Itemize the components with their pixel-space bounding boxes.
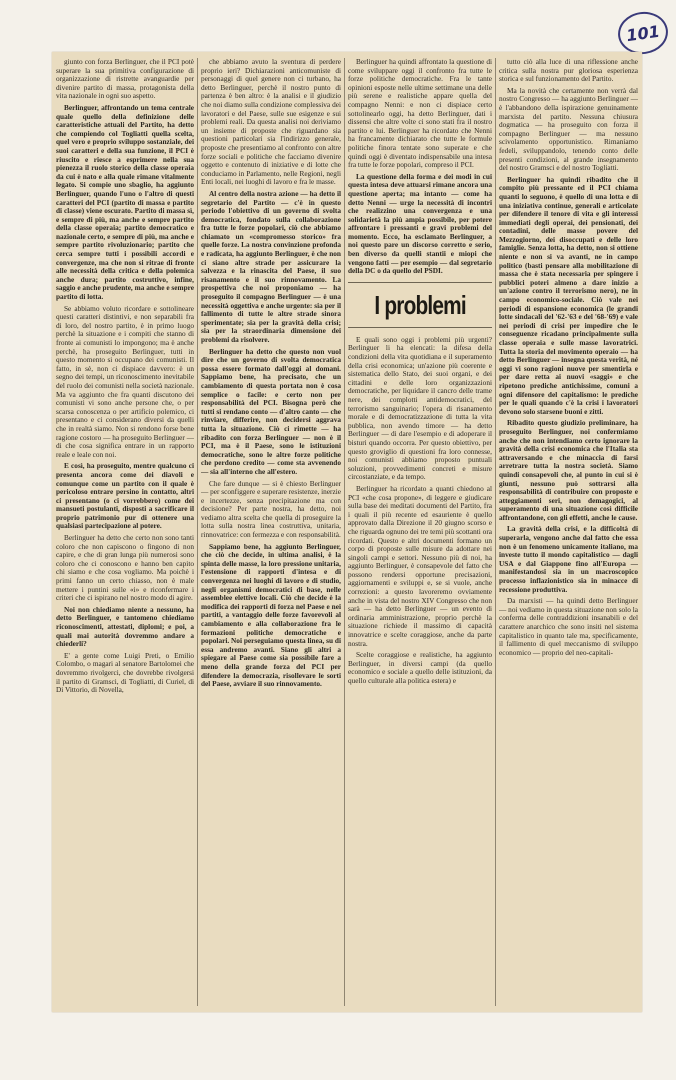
paragraph: Ribadito questo giudizio preliminare, ha proseguito Berlinguer, noi confermiamo anche che non intendiamo certo ignorare la gravità della crisi economica che l'Italia sta attraversando e che minaccia di farsi arretrare tutta la nostra società. Siamo quindi consapevoli che, al punto in cui si è giunti, nessuno può sottrarsi alla responsabilità di contribuire con proposte e atteggiamenti seri, non demagogici, al superamento di una situazione così difficile affrontandone, con gli effetti, anche le cause.: [499, 418, 638, 522]
page-number-stamp: 101: [615, 9, 670, 58]
paragraph: La questione della forma e dei modi in cui questa intesa deve attuarsi rimane ancora una questione aperta; ma intanto — come ha detto Nenni — urge la necessità di incontri che realizzino una convergenza e una solidarietà la più ampia possibile, per potere affrontare i pressanti e gravi problemi del momento. Ecco, ha esclamato Berlinguer, a noi questo pare un discorso corretto e serio, ben diverso da quelli stantii e miopi che vengono fatti — per esempio — dal segretario della DC o da quello del PSDI.: [348, 171, 492, 276]
paragraph: E quali sono oggi i problemi più urgenti? Berlinguer li ha elencati: la difesa della condizioni della vita quotidiana e il superamento della crisi economica; un'azione più coerente e sistematica dello Stato, dei suoi organi, e dei cittadini e delle loro organizzazioni democratiche, per liquidare il cancro delle trame nere, dei complotti antidemocratici, del terrorismo sanguinario; l'opera di risanamento morale e di democratizzazione di tutta la vita pubblica, non avendo timore — ha detto Berlinguer — di dare l'esempio e di adoperare il bisturi quando occorra. Per questo obiettivo, per questo groviglio di questioni fra loro connesse, noi comunisti abbiamo proposto puntuali soluzioni, provvedimenti concreti e misure circostanziate, e da tempo.: [348, 334, 492, 482]
headline: I problemi: [374, 289, 466, 320]
paragraph: Berlinguer ha detto che questo non vuol dire che un governo di svolta democratica possa essere formato dall'oggi al domani. Sappiamo bene, ha precisato, che un cambiamento di questa portata non è cosa semplice o facile: e certo non per responsabilità del PCI. Bisogna però che tutti si rendano conto — d'altro canto — che rinviare, differire, non decidersi aggrava tutta la situazione. Ciò ci rimette — ha ribadito con forza Berlinguer — non è il PCI, ma è il Paese, sono le istituzioni democratiche, sono le altre forze politiche che perdono credito — come sta avvenendo — sia all'interno che all'estero.: [201, 346, 341, 476]
column-3-bottom: [348, 336, 492, 686]
paragraph: tutto ciò alla luce di una riflessione anche critica sulla nostra pur gloriosa esperienza storica e sul funzionamento del Partito.: [499, 58, 638, 84]
text-column-3: [348, 58, 492, 1006]
newspaper-clipping: [52, 52, 642, 1012]
paragraph: Ma la novità che certamente non verrà dal nostro Congresso — ha aggiunto Berlinguer — è l'abbandono della ispirazione genuinamente marxista del partito. Nessuna chiusura dogmatica — ha proseguito con forza il compagno Berlinguer — ma nessuno scivolamento opportunistico. Rimaniamo fedeli, sviluppandolo, tenendo conto delle presenti condizioni, al grande insegnamento del nostro Gramsci e del nostro Togliatti.: [499, 85, 638, 173]
column-divider: [197, 58, 198, 1006]
column-divider: [344, 58, 345, 1006]
paragraph: Scelte coraggiose e realistiche, ha aggiunto Berlinguer, in diversi campi (da quello economico e sociale a quello delle istituzioni, da quello culturale alla politica estera) e: [348, 650, 492, 685]
paragraph: Berlinguer, affrontando un tema centrale quale quello della definizione delle caratteristiche attuali del Partito, ha detto che compiendo col Togliatti quella scelta, quel vero e proprio sviluppo sostanziale, dei suoi caratteri e della sua funzione, il PCI è riuscito e riesce a esprimere nella sua pienezza il ruolo storico della classe operaia da cui è nato e alla quale rimane vitalmente legato. Si compie uno sbaglio, ha aggiunto Berlinguer, quando l'uno o l'altro di questi caratteri del PCI (partito di massa e partito di classe) viene oscurato. Partito di massa sì, e sempre di più, ma anche e sempre partito della classe operaia; partito democratico e nazionale certo, e sempre di più, ma anche e sempre partito rivoluzionario; partito che cerca sempre tutti i possibili accordi e convergenze, ma che non si ritrae di fronte alle necessità della critica e della polemica anche dura; partito costruttivo, infine, saggio e anche prudente, ma anche e sempre partito di lotta.: [56, 102, 194, 302]
paragraph: giunto con forza Berlinguer, che il PCI potè superare la sua primitiva configurazione di organizzazione di ristrette avanguardie per divenire partito di massa, protagonista della vita nazionale in ogni suo aspetto.: [56, 58, 194, 101]
paragraph: Berlinguer ha detto che certo non sono tanti coloro che non capiscono o fingono di non capire, e che di gran lunga più numerosi sono coloro che ci conoscono e hanno ben capito chi siamo e che cosa vogliamo. Ma poichè i primi fanno un certo chiasso, non è male mettere i puntini sulle «i» e riconfermare i criteri che ci ispirano nel nostro modo di agire.: [56, 533, 194, 603]
paragraph: Noi non chiediamo niente a nessuno, ha detto Berlinguer, e tantomeno chiediamo riconoscimenti, attestati, diplomi; e poi, a quali mai autorità dovremmo andare a chiederli?: [56, 604, 194, 649]
paragraph: Sappiamo bene, ha aggiunto Berlinguer, che ciò che decide, in ultima analisi, è la spinta delle masse, la loro pressione unitaria, l'estensione di rapporti d'intesa e di convergenza nei luoghi di lavoro e di studio, negli organismi democratici di base, nelle assemblee elettive locali. Ciò che decide è la modifica dei rapporti di forza nel Paese e nei partiti, a vantaggio delle forze favorevoli al cambiamento e alla collaborazione fra le formazioni politiche democratiche e popolari. Noi perseguiamo questa linea, su di essa andremo avanti. Siano gli altri a spiegare al Paese come sia possibile fare a meno della grande forza del PCI per difendere la democrazia, risollevare le sorti del Paese, avviare il suo rinnovamento.: [201, 541, 341, 689]
paragraph: Da marxisti — ha quindi detto Berlinguer — noi vediamo in questa situazione non solo la conferma delle contraddizioni insanabili e del carattere anarchico che sono insiti nel sistema capitalistico in quanto tale ma, specificamente, il fallimento di quel meccanismo di sviluppo economico — proprio del neo-capitali-: [499, 596, 638, 657]
paragraph: Se abbiamo voluto ricordare e sottolineare questi caratteri distintivi, e non separabili fra di loro, del nostro partito, è in primo luogo perchè la situazione e i compiti che stanno di fronte ai comunisti lo impongono; ma è anche perchè, ha proseguito Berlinguer, tutti in questo momento si occupano dei comunisti. Il fatto, in sè, non ci dispiace davvero: è un segno dei tempi, un riconoscimento inevitabile del ruolo dei comunisti nella società nazionale. Ma va aggiunto che fra quanti discutono dei comunisti vi sono anche persone che, o per scarsa conoscenza o per artificio polemico, ci presentano e ci considerano diversi da quelli che in realtà siamo. Non si rendono forse bene ragione costoro — ha proseguito Berlinguer — di che cosa significa entrare in un rapporto reale e leale con noi.: [56, 303, 194, 459]
text-column-1: [56, 58, 194, 1006]
paragraph: La gravità della crisi, e la difficoltà di superarla, vengono anche dal fatto che essa non è un fenomeno unicamente italiano, ma investe tutto il mondo capitalistico — dagli USA e dal Giappone fino all'Europa — manifestandosi sia in un macroscopico processo inflazionistico sia in minacce di recessione produttiva.: [499, 524, 638, 594]
paragraph: che abbiamo avuto la sventura di perdere proprio ieri? Dichiarazioni anticomuniste di personaggi di quel genere non ci turbano, ha detto Berlinguer, perchè il nostro punto di partenza è ben altro: è la analisi e il giudizio che noi diamo sulla condizione complessiva dei lavoratori e del Paese, sulle sue esigenze e sui problemi reali. Da questa analisi noi deriviamo un insieme di proposte che riguardano sia questioni particolari sia l'indirizzo generale, proposte che presentiamo al confronto con altre forze sociali e politiche che facciamo divenire oggetto e contenuto di iniziative e di lotte che conduciamo in Parlamento, nelle Regioni, negli Enti locali, nei luoghi di lavoro e fra le masse.: [201, 58, 341, 187]
paragraph: Che fare dunque — si è chiesto Berlinguer — per sconfiggere e superare resistenze, inerzie e incertezze, senza precipitazione ma con decisione? Per parte nostra, ha detto, noi vediamo altra scelta che quella di proseguire la lotta sulla nostra linea costruttiva, unitaria, rinnovatrice: con fermezza e con responsabilità.: [201, 478, 341, 540]
headline-box: [348, 282, 492, 328]
text-column-2: [201, 58, 341, 1006]
text-column-4: [499, 58, 638, 1006]
paragraph: Berlinguer ha quindi ribadito che il compito più pressante ed il PCI chiama quanti lo seguono, è quello di una lotta e di una iniziativa continue, generali e articolate per difendere il tenore di vita e gli interessi immediati degli operai, dei pensionati, dei contadini, delle masse povere del Mezzogiorno, dei disoccupati e delle loro famiglie. Senza lotta, ha detto, non si ottiene niente e non si va avanti, ne in campo politico (basti pensare alla mobilitazione di massa che è stata necessaria per spingere i pubblici poteri almeno a dare inizio a un'azione contro il terrorismo nero), ne in campo economico-sociale. Ciò vale nei periodi di espansione economica (le grandi lotte sindacali del '62-'63 e del '68-'69) e vale nei periodi di crisi per impedire che le conseguenze ricadano principalmente sulla classe operaia e sulle masse lavoratrici. Tutta la storia del movimento operaio — ha detto Berlinguer — insegna questa verità, né oggi vi sono ragioni nuove per smentirla e per dare retta ai nuovi «saggi» e che ripetono prediche antichissime, comuni a ogni difensore del capitalismo: le prediche per le quali quando c'è la crisi i lavoratori devono solo starsene buoni e zitti.: [499, 174, 638, 416]
paragraph: Berlinguer ha quindi affrontato la questione di come sviluppare oggi il confronto fra tutte le forze politiche democratiche. Fra le tante opinioni esposte nelle ultime settimane una delle più serene e realistiche appare quella del compagno Nenni: e non ci dispiace certo sottolinearlo oggi, ha detto Berlinguer, dati i dissensi che altre volte ci sono stati fra il nostro partito e lui. Berlinguer ha ricordato che Nenni ha francamente dichiarato che tutte le formule politiche finora tentate sono superate e che quindi oggi è diventato indispensabile una intesa fra tutte le forze popolari, compreso il PCI.: [348, 58, 492, 170]
paragraph: Berlinguer ha ricordato a quanti chiedono al PCI «che cosa propone», di leggere e giudicare sulla base dei meditati documenti del Partito, fra i quali il più recente ed esauriente è quello approvato dalla Direzione il 20 giugno scorso e che riguarda ognuno dei tre temi più scottanti ora ricordati. Questo e altri documenti formano un corpo di proposte sulle misure da adottare nei singoli campi e settori. Nessuno più di noi, ha aggiunto Berlinguer, è consapevole del fatto che possono rendersi opportune precisazioni, aggiornamenti e sviluppi e, se si vuole, anche correzioni: a questo lavoreremo ovviamente anche in vista del nostro XIV Congresso che non sarà — ha detto Berlinguer — un evento di ordinaria amministrazione, proprio perchè la situazione richiede il massimo di capacità innovatrice e scelte coraggiose, anche da parte nostra.: [348, 483, 492, 648]
paragraph: Al centro della nostra azione — ha detto il segretario del Partito — c'è in questo periodo l'obiettivo di un governo di svolta democratica, fondato sulla collaborazione fra tutte le forze popolari, ciò che abbiamo chiamato un «compromesso storico» fra quelle forze. La nostra convinzione profonda e radicata, ha aggiunto Berlinguer, è che non ci siano altre strade per assicurare la salvezza e la rinascita del Paese, il suo risanamento e il suo rinnovamento. La prospettiva che noi proponiamo — ha proseguito il compagno Berlinguer — è una necessità oggettiva e anche urgente: sia per il fallimento di tutte le altre strade sinora sperimentate; sia per la gravità della crisi; sia per la straordinaria dimensione dei problemi da risolvere.: [201, 188, 341, 344]
paragraph: E' a gente come Luigi Preti, o Emilio Colombo, o magari al senatore Bartolomei che dovremmo rivolgerci, che dovrebbe rivolgersi il partito di Gramsci, di Togliatti, di Curiel, di Di Vittorio, di Novella,: [56, 650, 194, 695]
column-divider: [495, 58, 496, 1006]
column-3-top: [348, 58, 492, 276]
paragraph: E così, ha proseguito, mentre qualcuno ci presenta ancora come dei diavoli e comunque come un partito con il quale è pericoloso entrare persino in contatto, altri ci presentano (o ci vorrebbero) come dei mansueti postulanti, disposti a sacrificare il proprio patrimonio pur di ottenere una qualsiasi partecipazione al potere.: [56, 461, 194, 531]
